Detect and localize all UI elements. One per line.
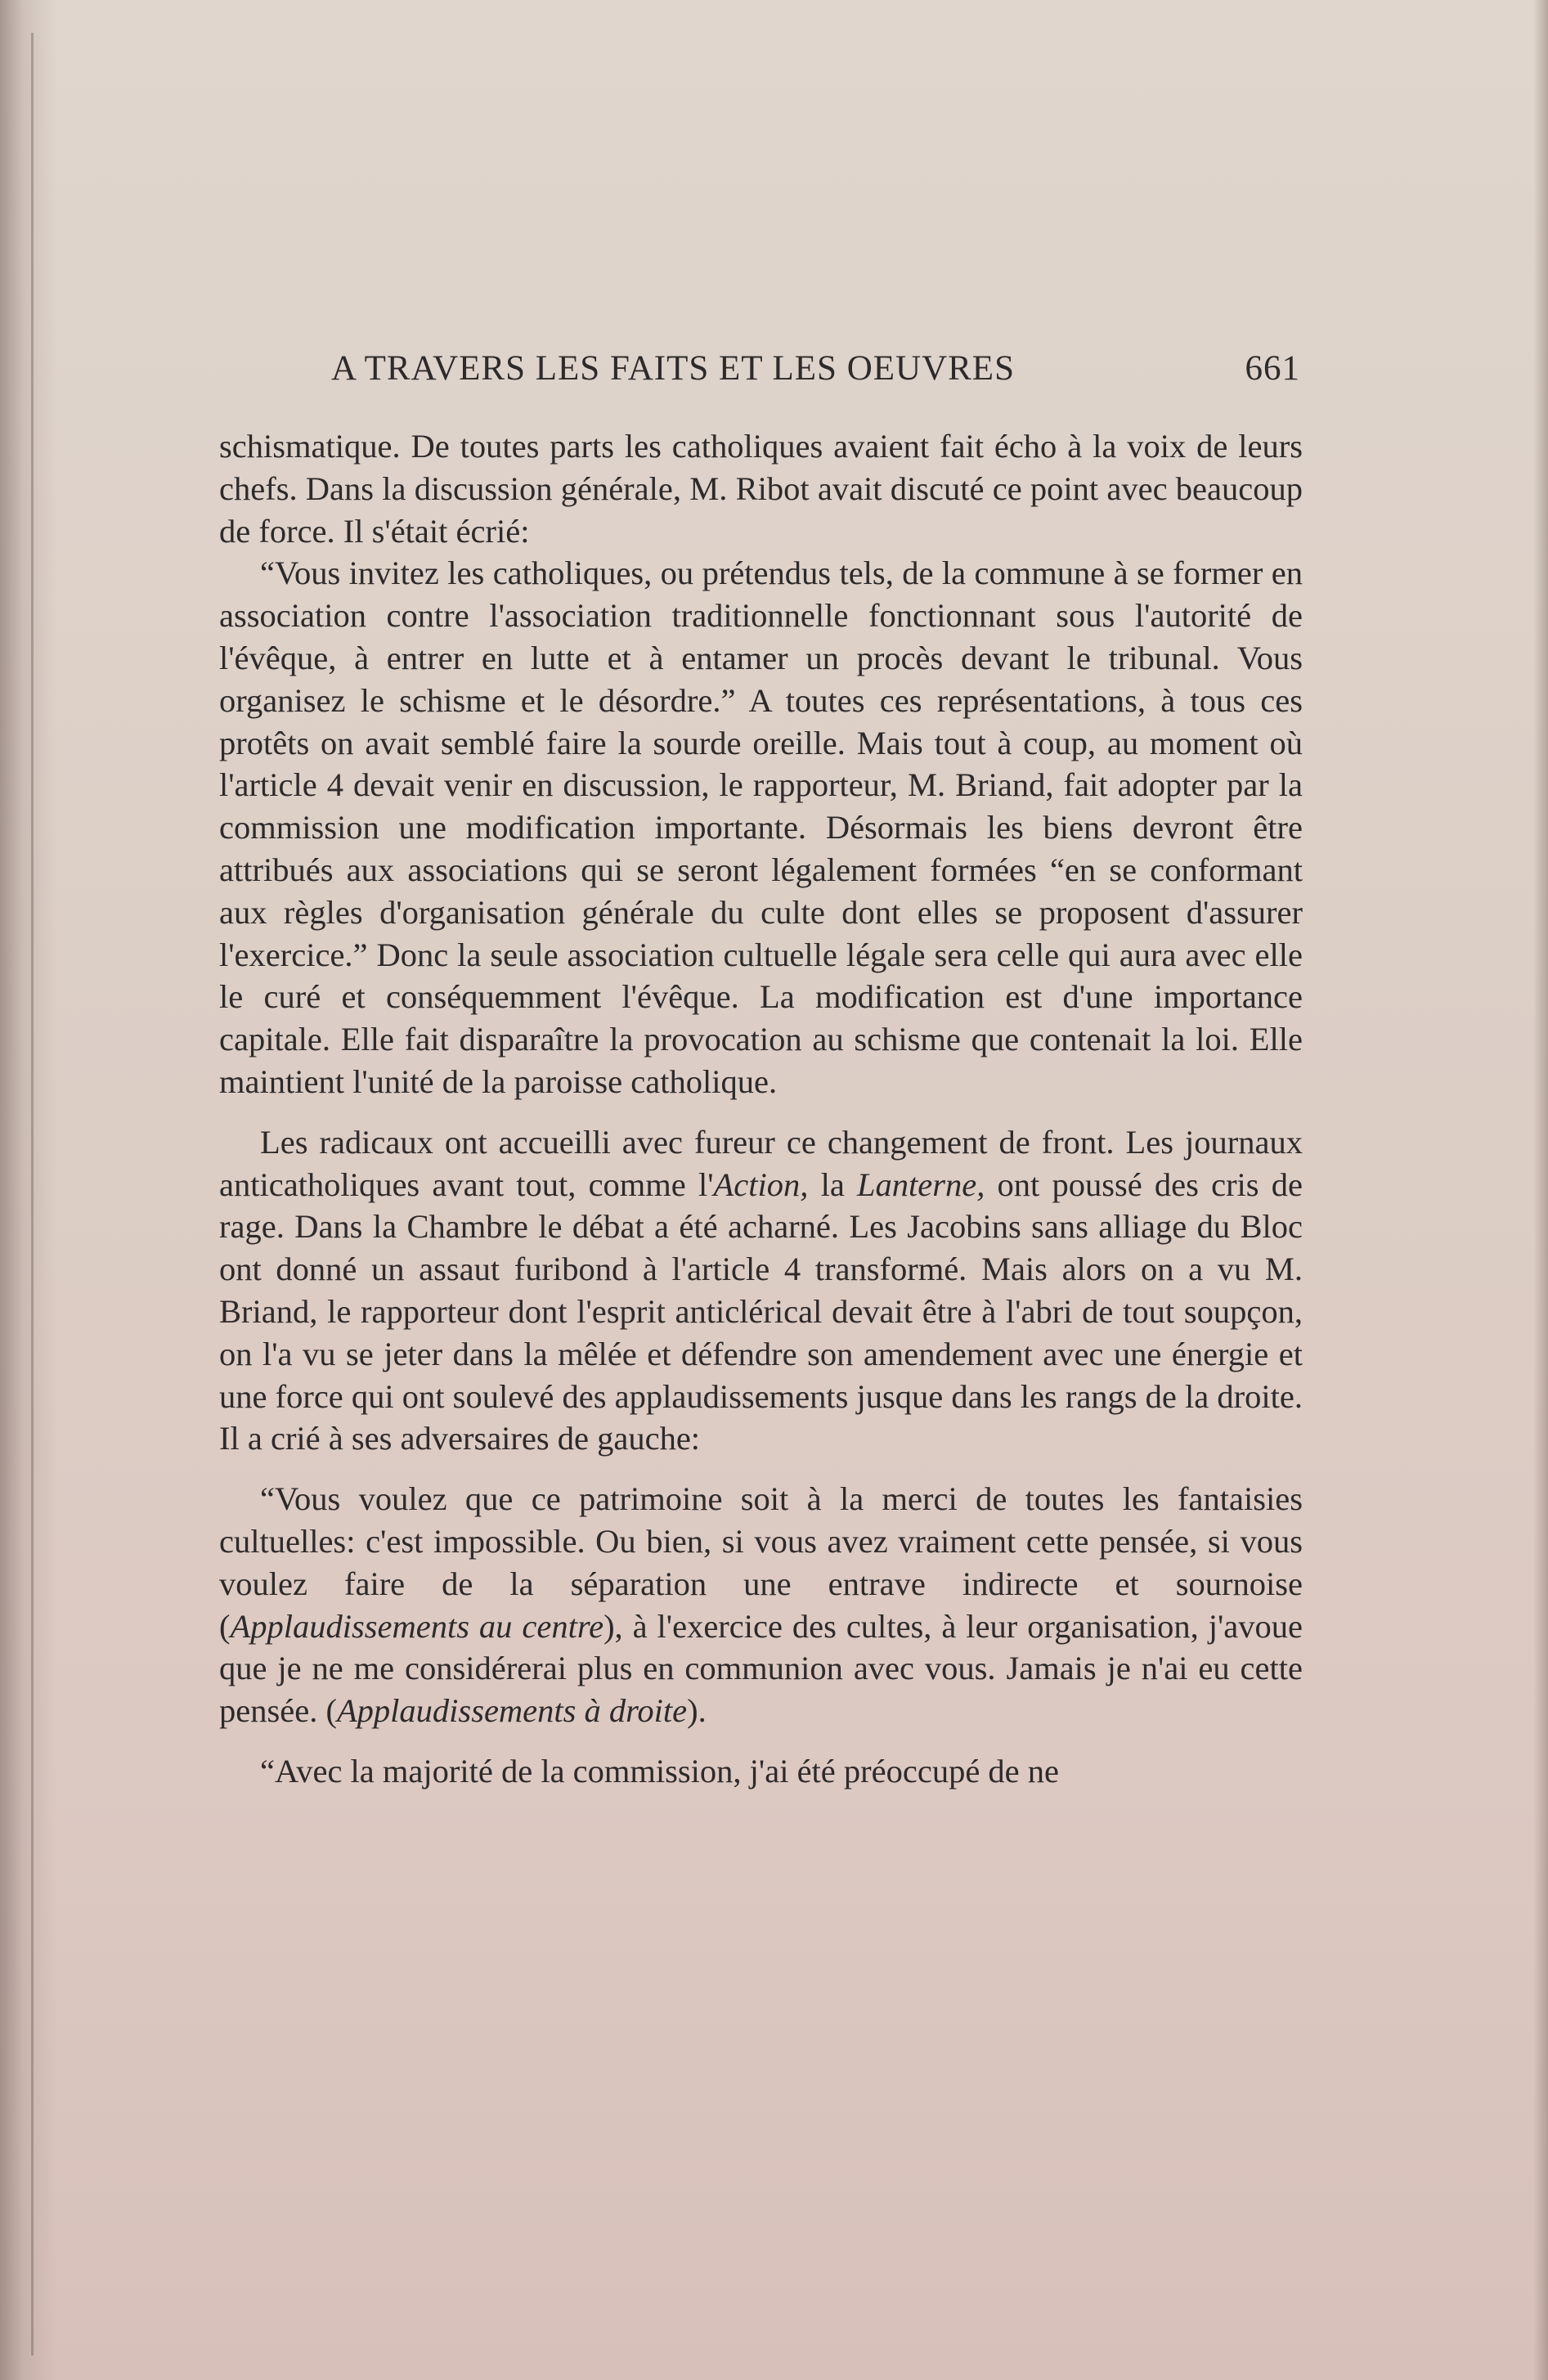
- page-header: [331, 342, 1300, 391]
- paragraph-4: [219, 1478, 1303, 1732]
- paragraph-4-text-c: ).: [687, 1692, 707, 1730]
- italic-action: Action,: [713, 1165, 809, 1203]
- paragraph-4-text-a: “Vous voulez que ce patrimoine soit à la merci de toutes les fantaisies cultuelles: c'est impossible. Ou bien, si vous avez vraiment cette pensée, si vous voulez faire de la séparation une entrave indirecte et sournoise (: [219, 1480, 1303, 1645]
- paragraph-5: “Avec la majorité de la commission, j'ai été préoccupé de ne: [260, 1752, 1060, 1789]
- binding-edge: [31, 33, 34, 2355]
- italic-applause-centre: Applaudissements au centre: [230, 1607, 604, 1645]
- italic-applause-droite: Applaudissements à droite: [336, 1692, 688, 1730]
- paragraph-4-text-b: ), à l'exercice des cultes, à leur organisation, j'avoue que je ne me considérerai plus en communion avec vous. Jamais je n'ai eu cette pensée. (: [219, 1607, 1303, 1730]
- italic-lanterne: Lanterne,: [856, 1165, 985, 1203]
- page-edge: [1533, 0, 1548, 2380]
- paragraph-2: “Vous invitez les catholiques, ou prétendus tels, de la commune à se former en association contre l'association traditionnelle fonctionnant sous l'autorité de l'évêque, à entrer en lutte et à entamer un procès devant le tribunal. Vous organisez le schisme et le désordre.” A toutes ces représentations, à tous ces protêts on avait semblé faire la sourde oreille. Mais tout à coup, au moment où l'article 4 devait venir en discussion, le rapporteur, M. Briand, fait adopter par la commission une modification importante. Désormais les biens devront être attribués aux associations qui se seront légalement formées “en se conformant aux règles d'organisation générale du culte dont elles se proposent d'assurer l'exercice.” Donc la seule association cultuelle légale sera celle qui aura avec elle le curé et conséquemment l'évêque. La modification est d'une importance capitale. Elle fait disparaître la provocation au schisme que contenait la loi. Elle maintient l'unité de la paroisse catholique.: [219, 555, 1303, 1100]
- page-number: 661: [1245, 349, 1300, 388]
- paragraph-3-text-b: la: [808, 1165, 857, 1203]
- paragraph-3: [219, 1121, 1303, 1460]
- body-text: [219, 425, 1303, 1793]
- binding-shadow: [0, 0, 57, 2380]
- paragraph-3-text-c: ont poussé des cris de rage. Dans la Chambre le débat a été acharné. Les Jacobins sans alliage du Bloc ont donné un assaut furibond à l'article 4 transformé. Mais alors on a vu M. Briand, le rapporteur dont l'esprit anticlérical devait être à l'abri de tout soupçon, on l'a vu se jeter dans la mêlée et défendre son amendement avec une énergie et une force qui ont soulevé des applaudissements jusque dans les rangs de la droite. Il a crié à ses adversaires de gauche:: [219, 1165, 1303, 1457]
- running-title: A TRAVERS LES FAITS ET LES OEUVRES: [331, 349, 1015, 388]
- paragraph-1: schismatique. De toutes parts les catholiques avaient fait écho à la voix de leurs chefs. Dans la discussion générale, M. Ribot avait discuté ce point avec beaucoup de force. Il s'était écrié:: [219, 428, 1303, 550]
- paragraph-3-text-a: Les radicaux ont accueilli avec fureur ce changement de front. Les journaux anticatholiques avant tout, comme l': [219, 1123, 1303, 1203]
